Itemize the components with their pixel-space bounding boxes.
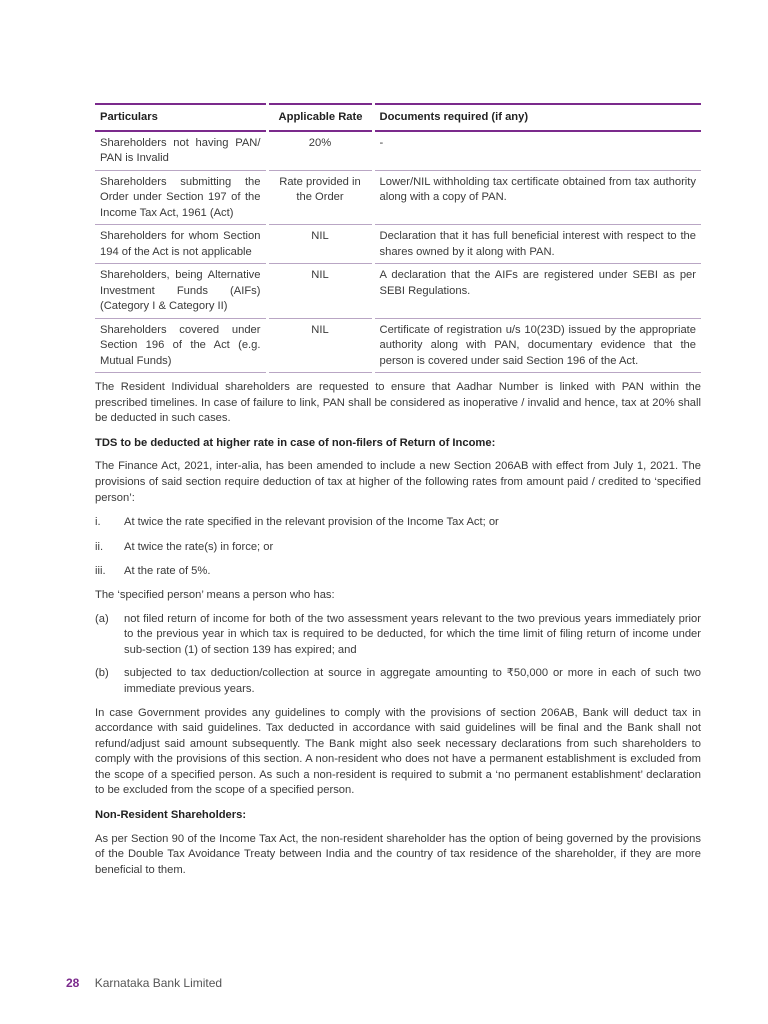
cell-rate: 20% [267,131,373,171]
list-item-text: At the rate of 5%. [124,565,211,578]
cell-particulars: Shareholders, being Alternative Investment Funds (AIFs) (Category I & Category II) [95,264,267,319]
list-marker: ii. [95,540,104,553]
list-marker: i. [95,516,101,529]
list-item [95,564,701,580]
list-item-text: subjected to tax deduction/collection at source in aggregate amounting to ₹50,000 or more in each of such two immediate previous years. [124,667,701,695]
list-item-text: At twice the rate(s) in force; or [124,540,274,553]
non-resident-heading: Non-Resident Shareholders: [95,809,247,822]
list-marker: iii. [95,565,106,578]
table-row [95,170,701,225]
table-row [95,225,701,264]
list-item-text: not filed return of income for both of the two assessment years relevant to the two previous years immediately prior to the previous year in which tax is required to be deducted, for which the time limit of filing return of income under sub-section (1) of section 139 has expired; and [124,612,701,656]
header-particulars: Particulars [95,104,267,131]
list-marker: (b) [95,667,109,680]
non-resident-paragraph: As per Section 90 of the Income Tax Act, the non-resident shareholder has the option of being governed by the provisions of the Double Tax Avoidance Treaty between India and the country of tax residence of the shareholder, if they are more beneficial to them. [95,832,701,876]
page-content [95,103,701,878]
page-footer [66,976,222,990]
table-header-row [95,104,701,131]
cell-documents: A declaration that the AIFs are registered under SEBI as per SEBI Regulations. [373,264,701,319]
cell-documents: Lower/NIL withholding tax certificate obtained from tax authority along with a copy of PAN. [373,170,701,225]
page-number: 28 [66,976,80,990]
cell-rate: NIL [267,264,373,319]
tds-higher-rate-heading: TDS to be deducted at higher rate in case of non-filers of Return of Income: [95,436,496,449]
cell-rate: Rate provided in the Order [267,170,373,225]
finance-act-paragraph: The Finance Act, 2021, inter-alia, has been amended to include a new Section 206AB with effect from July 1, 2021. The provisions of said section require deduction of tax at higher of the following rates from amount paid / credited to ‘specified person’: [95,460,701,504]
list-item [95,666,701,697]
footer-company-name: Karnataka Bank Limited [94,976,223,990]
table-row [95,131,701,171]
table-row [95,264,701,319]
specified-person-paragraph: The ‘specified person’ means a person who has: [95,588,335,601]
header-applicable-rate: Applicable Rate [267,104,373,131]
cell-rate: NIL [267,318,373,373]
cell-particulars: Shareholders submitting the Order under Section 197 of the Income Tax Act, 1961 (Act) [95,170,267,225]
table-row [95,318,701,373]
specified-person-conditions-list [95,612,701,698]
cell-particulars: Shareholders covered under Section 196 of the Act (e.g. Mutual Funds) [95,318,267,373]
cell-documents: Certificate of registration u/s 10(23D) issued by the appropriate authority along with PAN, documentary evidence that the person is covered under said Section 196 of the Act. [373,318,701,373]
higher-rates-list [95,515,701,580]
list-item [95,612,701,659]
guidelines-paragraph: In case Government provides any guidelines to comply with the provisions of section 206AB, Bank will deduct tax in accordance with said guidelines. Tax deducted in accordance with said guidelines will be final and the Bank shall not refund/adjust said amount subsequently. The Bank might also seek necessary declarations from such shareholders to comply with the provisions of this section. A non-resident who does not have a permanent establishment is excluded from the scope of a specified person. As such a non-resident is required to submit a ‘no permanent establishment’ declaration to be excluded from the scope of a specified person. [95,706,701,797]
list-marker: (a) [95,612,109,625]
aadhar-pan-paragraph: The Resident Individual shareholders are requested to ensure that Aadhar Number is linked with PAN within the prescribed timelines. In case of failure to link, PAN shall be considered as inoperative / invalid and hence, tax at 20% shall be deducted in such cases. [95,381,701,425]
list-item [95,540,701,556]
cell-documents: Declaration that it has full beneficial interest with respect to the shares owned by it along with PAN. [373,225,701,264]
list-item [95,515,701,531]
cell-particulars: Shareholders for whom Section 194 of the Act is not applicable [95,225,267,264]
cell-documents: - [373,131,701,171]
header-documents-required: Documents required (if any) [373,104,701,131]
list-item-text: At twice the rate specified in the relevant provision of the Income Tax Act; or [124,516,499,529]
tds-rates-table [95,103,701,373]
cell-particulars: Shareholders not having PAN/ PAN is Invalid [95,131,267,171]
cell-rate: NIL [267,225,373,264]
